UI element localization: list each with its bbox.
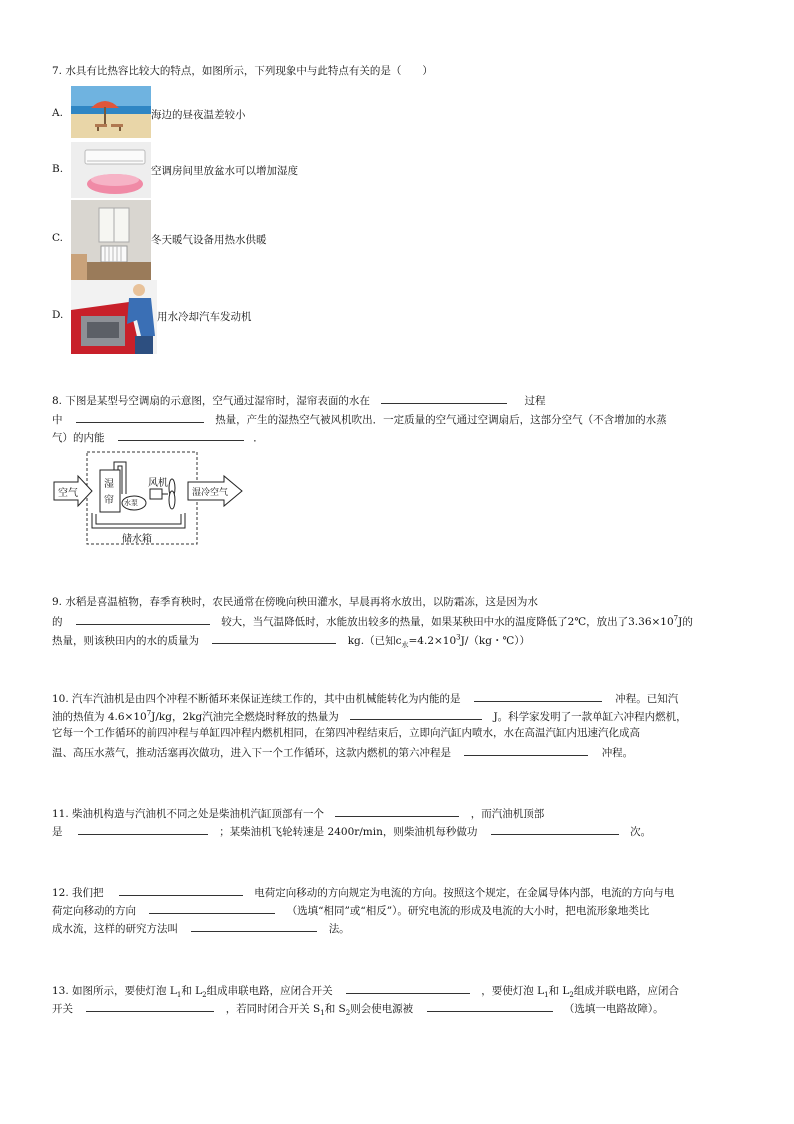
q8-answer-blank-3[interactable] [118, 429, 244, 441]
q8-text-1: 8. 下图是某型号空调扇的示意图，空气通过湿帘时，湿帘表面的水在 [52, 395, 370, 407]
q7-option-c-text: 冬天暖气设备用热水供暖 [151, 234, 267, 246]
q13-text-2c: 和 S [324, 1003, 346, 1015]
q9-text-3a: 热量，则该秧田内的水的质量为 [52, 635, 199, 647]
q13-sub-3: 1 [544, 991, 549, 1000]
q13-text-1e: 和 L [548, 985, 570, 997]
q13-sub-2: 2 [202, 991, 207, 1000]
q12-text-3a: 成水流，这样的研究方法叫 [52, 923, 178, 935]
q10-text-1a: 10. 汽车汽油机是由四个冲程不断循环来保证连续工作的，其中由机械能转化为内能的是 [52, 693, 461, 705]
q9-subscript-water: 水 [401, 641, 409, 650]
q13-sub-6: 2 [345, 1009, 351, 1018]
q10-text-2b: J/kg，2kg汽油完全燃烧时释放的热量为 [151, 711, 339, 723]
q11-text-1a: 11. 柴油机构造与汽油机不同之处是柴油机汽缸顶部有一个 [52, 808, 325, 820]
diagram-label-pump: 水泵 [124, 499, 138, 507]
q10-text-4a: 温、高压水蒸气，推动活塞再次做功，进入下一个工作循环，这款内燃机的第六冲程是 [52, 747, 451, 759]
q12-text-1a: 12. 我们把 [52, 887, 104, 899]
q8-text-3a: 气）的内能 [52, 432, 105, 444]
q12-answer-blank-2[interactable] [149, 902, 275, 914]
q11-text-1b: ，而汽油机顶部 [470, 808, 545, 820]
q9-answer-blank-1[interactable] [76, 613, 210, 625]
air-conditioner-image [71, 142, 151, 198]
q7-stem: 7. 水具有比热容比较大的特点，如图所示，下列现象中与此特点有关的是（ ） [52, 65, 433, 77]
q10-text-2c: J。科学家发明了一款单缸六冲程内燃机， [493, 711, 687, 723]
car-engine-image [71, 280, 157, 354]
q8-text-2b: 热量，产生的湿热空气被风机吹出．一定质量的空气通过空调扇后，这部分空气（不含增加的水蒸 [215, 414, 667, 426]
q12-line-1 [52, 884, 674, 900]
q10-answer-blank-1[interactable] [474, 690, 602, 702]
diagram-label-air: 空气 [58, 488, 78, 499]
q10-answer-blank-2[interactable] [350, 708, 482, 720]
q7-option-d-text: 用水冷却汽车发动机 [157, 311, 252, 323]
q8-line-2 [52, 411, 667, 427]
q10-text-4b: 冲程。 [601, 747, 634, 759]
q8-line-1 [52, 392, 546, 408]
q12-answer-blank-3[interactable] [191, 920, 317, 932]
q11-answer-blank-2[interactable] [78, 823, 208, 835]
q11-text-2a: 是 [52, 826, 63, 838]
q9-text-2c: ℃，放出了3.36×10 [574, 616, 674, 628]
q9-line-3 [52, 632, 530, 648]
q7-option-a-letter: A. [52, 107, 63, 119]
q9-text-3d: J/（kg・℃）） [460, 635, 530, 647]
q11-text-2c: 次。 [630, 826, 652, 838]
q9-text-2a: 的 [52, 616, 63, 628]
q13-sub-4: 2 [569, 991, 574, 1000]
q13-text-1b: 和 L [181, 985, 203, 997]
q11-line-1 [52, 805, 544, 821]
q13-text-1d: ，要使灯泡 L [481, 985, 545, 997]
q13-text-2e: （选填一电路故障）。 [563, 1003, 664, 1015]
q10-text-1b: 冲程。已知汽 [615, 693, 679, 705]
diagram-label-wet-1: 湿 [104, 479, 114, 490]
q10-answer-blank-3[interactable] [464, 744, 588, 756]
q13-text-2a: 开关 [52, 1003, 73, 1015]
q13-text-2b: ，若同时闭合开关 S [225, 1003, 321, 1015]
diagram-label-fan: 风机 [148, 478, 168, 489]
q9-text-2b: 较大，当气温降低时，水能放出较多的热量，如果某秧田中水的温度降低了2 [221, 616, 575, 628]
q7-option-c-letter: C. [52, 232, 63, 244]
q12-text-1b: 电荷定向移动的方向规定为电流的方向。按照这个规定，在金属导体内部，电流的方向与电 [254, 887, 675, 899]
q9-exponent-2: 3 [456, 633, 461, 642]
q10-text-2a: 油的热值为 4.6×10 [52, 711, 147, 723]
q8-answer-blank-2[interactable] [76, 411, 204, 423]
q11-line-2 [52, 823, 651, 839]
q13-answer-blank-3[interactable] [427, 1000, 553, 1012]
diagram-label-wet-2: 帘 [104, 495, 114, 506]
q9-answer-blank-2[interactable] [212, 632, 336, 644]
q10-exponent: 7 [146, 709, 152, 718]
q8-text-2a: 中 [52, 414, 63, 426]
q12-text-2b: （选填“相同”或“相反”）。研究电流的形成及电流的大小时，把电流形象地类比 [286, 905, 650, 917]
q13-answer-blank-2[interactable] [86, 1000, 214, 1012]
radiator-room-image [71, 200, 151, 280]
q13-text-1c: 组成串联电路，应闭合开关 [206, 985, 333, 997]
q13-line-1 [52, 982, 679, 998]
q9-line-1: 9. 水稻是喜温植物，春季育秧时，农民通常在傍晚向秧田灌水，早晨再将水放出，以防霜冻，这是因为水 [52, 596, 538, 608]
q10-line-1 [52, 690, 678, 706]
q13-answer-blank-1[interactable] [346, 982, 470, 994]
q13-sub-1: 1 [176, 991, 182, 1000]
q8-text-1-end: 过程 [524, 395, 546, 407]
q9-text-3c: =4.2×10 [408, 635, 457, 647]
q13-text-1a: 13. 如图所示，要使灯泡 L [52, 985, 177, 997]
q9-exponent-1: 7 [673, 614, 679, 623]
air-cooler-diagram [52, 448, 248, 548]
q10-line-3: 它每一个工作循环的前四冲程与单缸四冲程内燃机相同，在第四冲程结束后，立即向汽缸内喷水，水在高温汽缸内迅速汽化成高 [52, 727, 640, 739]
q9-text-2d: J的 [678, 616, 693, 628]
q7-option-b-letter: B. [52, 163, 64, 175]
diagram-label-humid-air: 湿冷空气 [192, 488, 229, 498]
q12-line-3 [52, 920, 350, 936]
q8-text-3-end: ． [253, 432, 264, 444]
q10-line-2 [52, 708, 687, 724]
q13-text-1f: 组成并联电路，应闭合 [573, 985, 679, 997]
beach-image [71, 86, 151, 138]
q12-text-2a: 荷定向移动的方向 [52, 905, 136, 917]
q13-text-2d: 则会使电源被 [350, 1003, 414, 1015]
q12-line-2 [52, 902, 649, 918]
q9-text-3b: kg.（已知c [347, 635, 402, 647]
q8-line-3 [52, 429, 264, 445]
q9-line-2 [52, 613, 693, 629]
q13-line-2 [52, 1000, 664, 1016]
q10-line-4 [52, 744, 633, 760]
q8-answer-blank-1[interactable] [381, 392, 507, 404]
q11-answer-blank-1[interactable] [335, 805, 459, 817]
q11-text-2b: ；某柴油机飞轮转速是 2400r/min，则柴油机每秒做功 [219, 826, 478, 838]
q7-option-a-text: 海边的昼夜温差较小 [151, 109, 246, 121]
q12-text-3b: 法。 [328, 923, 350, 935]
q13-sub-5: 1 [320, 1009, 325, 1018]
diagram-label-tank: 储水箱 [122, 534, 152, 545]
q12-answer-blank-1[interactable] [119, 884, 243, 896]
q7-option-b-text: 空调房间里放盆水可以增加湿度 [151, 165, 298, 177]
q7-option-d-letter: D. [52, 309, 64, 321]
q11-answer-blank-3[interactable] [491, 823, 619, 835]
